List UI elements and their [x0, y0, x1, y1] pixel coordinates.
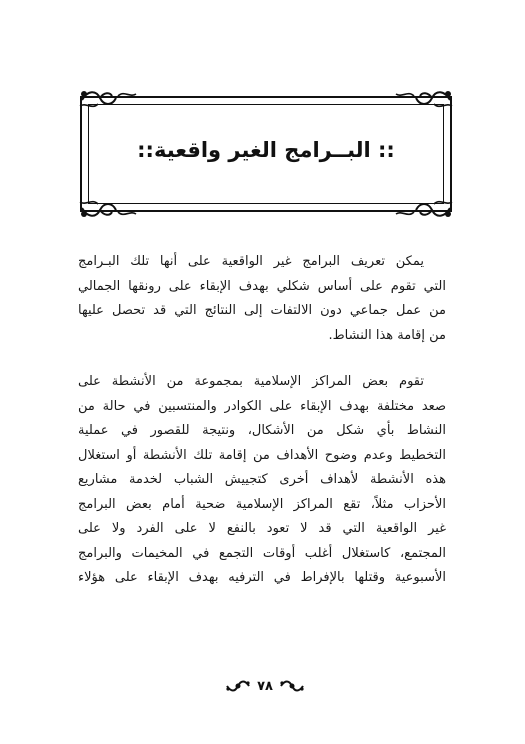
paragraph-line: غير الواقعية التي قد لا تعود بالنفع لا على الفرد ولا على — [78, 521, 446, 536]
corner-ornament-bottom-left-icon — [78, 196, 138, 220]
corner-ornament-top-left-icon — [78, 88, 138, 112]
paragraph-line: يمكن تعريف البرامج غير الواقعية على أنها تلك البـرامج — [78, 254, 424, 269]
paragraph-line: الأحزاب مثلاً، تقع المراكز الإسلامية ضحية أمام بعض البرامج — [78, 496, 446, 512]
paragraph-line: التخطيط وعدم وضوح الأهداف من إقامة تلك الأنشطة أو استغلال — [78, 447, 446, 463]
chapter-title: :: البــرامج الغير واقعية:: — [137, 138, 395, 162]
paragraph-line: المجتمع، كاستغلال أغلب أوقات التجمع في المخيمات والبرامج — [78, 545, 446, 561]
paragraph-line: هذه الأنشطة لأهداف أخرى كتجييش الشباب لخدمة مشاريع — [78, 472, 446, 487]
paragraph-line: من عمل جماعي دون الالتفات إلى النتائج التي قد تحصل عليها — [78, 303, 446, 318]
corner-ornament-bottom-right-icon — [394, 196, 454, 220]
paragraph-1 — [78, 250, 446, 348]
paragraph-line: تقوم بعض المراكز الإسلامية بمجموعة من الأنشطة على — [78, 374, 424, 389]
paragraph-line: النشاط بأي شكل من الأشكال، ونتيجة للقصور في عملية — [78, 423, 446, 438]
floral-ornament-icon — [279, 679, 305, 693]
paragraph-line: التي تقوم على أساس شكلي بهدف الإبقاء على رونقها الجمالي — [78, 278, 446, 294]
paragraph-line: الأسبوعية وقتلها بالإفراط في الترفيه بهدف الإبقاء على هؤلاء — [78, 570, 446, 585]
paragraph-2 — [78, 370, 446, 591]
paragraph-line: صعد مختلفة بهدف الإبقاء على الكوادر والمنتسبين في حالة من — [78, 398, 446, 414]
floral-ornament-icon — [225, 679, 251, 693]
corner-ornament-top-right-icon — [394, 88, 454, 112]
page-number: ٧٨ — [257, 678, 273, 694]
page-footer — [220, 676, 310, 696]
paragraph-line: من إقامة هذا النشاط. — [328, 327, 446, 343]
